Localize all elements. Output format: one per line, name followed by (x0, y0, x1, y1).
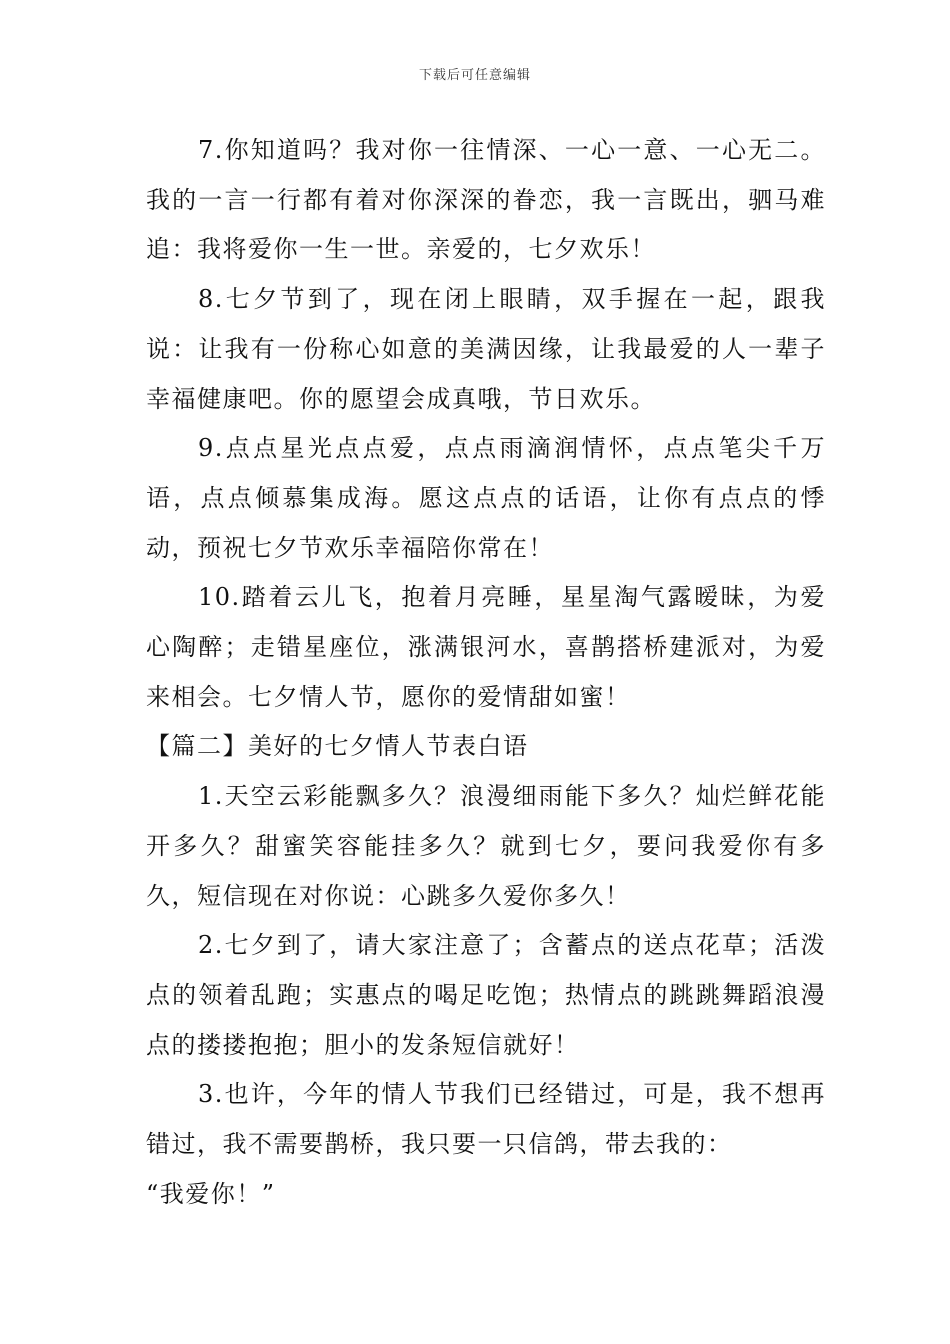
paragraph-10: 10.踏着云儿飞，抱着月亮睡，星星淘气露暧昧，为爱心陶醉；走错星座位，涨满银河水，喜鹊搭桥建派对，为爱来相会。七夕情人节，愿你的爱情甜如蜜！ (146, 583, 826, 711)
section-paragraph-3: 3.也许，今年的情人节我们已经错过，可是，我不想再错过，我不需要鹊桥，我只要一只信鸽，带去我的： (146, 1080, 826, 1159)
paragraph-7: 7.你知道吗？我对你一往情深、一心一意、一心无二。我的一言一行都有着对你深深的眷恋，我一言既出，驷马难追：我将爱你一生一世。亲爱的，七夕欢乐！ (146, 136, 826, 264)
page-header: 下载后可任意编辑 (418, 68, 531, 83)
document-body (146, 126, 826, 1219)
section-heading: 【篇二】美好的七夕情人节表白语 (146, 732, 529, 761)
paragraph-9: 9.点点星光点点爱，点点雨滴润情怀，点点笔尖千万语，点点倾慕集成海。愿这点点的话语，让你有点点的悸动，预祝七夕节欢乐幸福陪你常在！ (146, 434, 826, 562)
closing-quote: “我爱你！” (146, 1179, 276, 1208)
section-paragraph-1: 1.天空云彩能飘多久？浪漫细雨能下多久？灿烂鲜花能开多久？甜蜜笑容能挂多久？就到七夕，要问我爱你有多久，短信现在对你说：心跳多久爱你多久！ (146, 782, 826, 910)
section-paragraph-2: 2.七夕到了，请大家注意了；含蓄点的送点花草；活泼点的领着乱跑；实惠点的喝足吃饱；热情点的跳跳舞蹈浪漫点的搂搂抱抱；胆小的发条短信就好！ (146, 931, 826, 1059)
paragraph-8: 8.七夕节到了，现在闭上眼睛，双手握在一起，跟我说：让我有一份称心如意的美满因缘，让我最爱的人一辈子幸福健康吧。你的愿望会成真哦，节日欢乐。 (146, 285, 826, 413)
